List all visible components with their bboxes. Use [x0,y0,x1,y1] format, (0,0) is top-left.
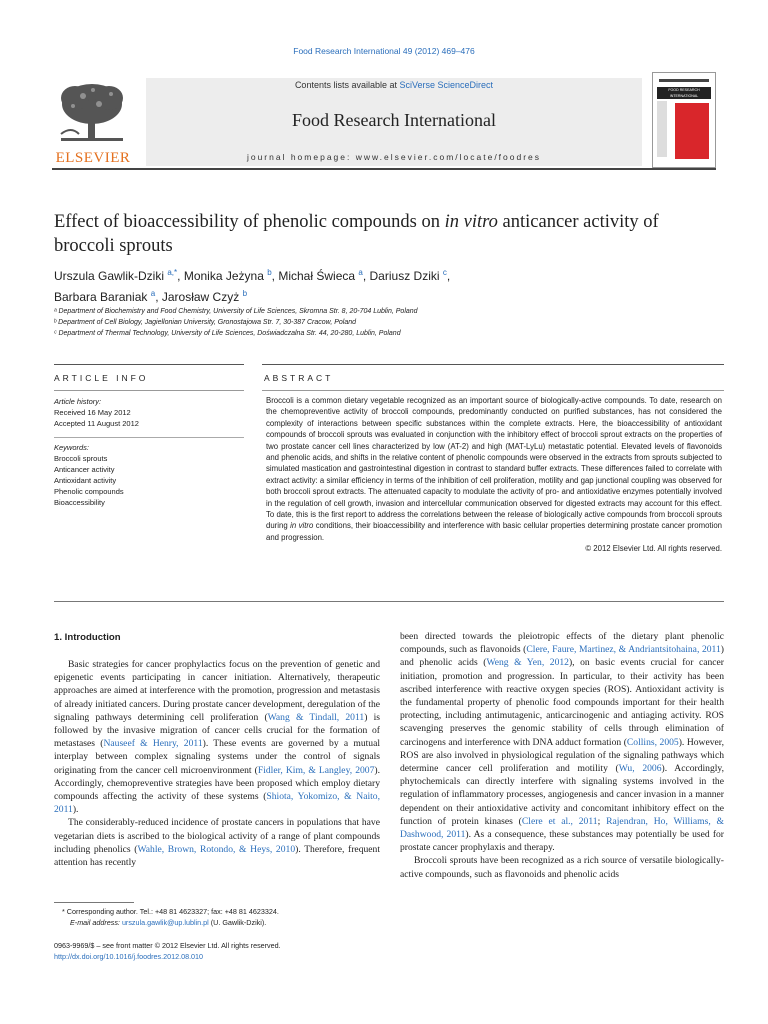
author-name: Jarosław Czyż [161,290,240,304]
keyword: Anticancer activity [54,465,115,474]
keywords-label: Keywords: [54,443,90,452]
author-sup[interactable]: b [242,289,248,298]
corresponding-author: * Corresponding author. Tel.: +48 81 4623327; fax: +48 81 4623324. [62,907,279,916]
elsevier-wordmark: ELSEVIER [55,150,131,166]
section-heading-introduction: 1. Introduction [54,632,121,643]
affiliation: ᵇ Department of Cell Biology, Jagiellonian University, Gronostajowa Str. 7, 30-387 Cracow, Poland [54,319,357,326]
doi-link[interactable]: http://dx.doi.org/10.1016/j.foodres.2012.08.010 [54,952,204,961]
author-sup[interactable]: b [267,268,272,277]
citation-link[interactable]: Rajendran, Ho, Williams, & Dashwood, 2011 [400,815,724,841]
sciencedirect-link[interactable]: SciVerse ScienceDirect [399,80,494,90]
journal-homepage[interactable]: journal homepage: www.elsevier.com/locate/foodres [246,152,542,162]
citation-link[interactable]: Clere et al., 2011 [521,815,598,827]
paragraph: Broccoli sprouts have been recognized as a rich source of versatile biologically-active compounds, such as flavonoids and phenolic acids [400,855,724,880]
info-top-rule [54,364,244,365]
abstract-bottom-rule [54,601,724,602]
abstract-sub-rule [262,390,724,391]
keywords [54,442,244,508]
citation-link[interactable]: Weng & Yen, 2012 [486,657,569,669]
author-name: Monika Jeżyna [183,269,264,283]
front-matter [54,940,454,962]
history-label: Article history: [54,397,102,406]
cover-red-block [675,103,709,159]
paragraph: The considerably-reduced incidence of prostate cancers in populations that have vegetarian diets is ascribed to the biological activity of a range of plant compounds including phenolics (Wahle, Brown, Rotondo, & Heys, 2010). Therefore, frequent attention has recently [54,817,381,869]
author-name: Michał Świeca [278,269,356,283]
author-sup[interactable]: a,* [167,268,178,277]
cover-band [659,79,709,82]
citation-link[interactable]: Shiota, Yokomizo, & Naito, 2011 [54,791,380,816]
author-name: Urszula Gawlik-Dziki [54,269,165,283]
author-sup[interactable]: a [358,268,363,277]
citation-link[interactable]: Nauseef & Henry, 2011 [103,738,203,750]
abstract-heading: ABSTRACT [264,373,334,383]
contents-line: Contents lists available at SciVerse ScienceDirect [294,80,494,90]
affiliation: ᶜ Department of Thermal Technology, University of Life Sciences, Doświadczalna Str. 44, 20-280, Lublin, Poland [54,330,401,337]
cover-title-bar [657,87,711,99]
keyword: Bioaccessibility [54,498,105,507]
citation-link[interactable]: Wahle, Brown, Rotondo, & Heys, 2010 [137,843,296,855]
keyword: Antioxidant activity [54,476,117,485]
paragraph: Basic strategies for cancer prophylactics focus on the prevention of genetic and epigenetic events participating in cancer initiation. Alternatively, therapeutic approaches are aimed at interference with the promotion, progression and metastasis of already initiated cancers. During prostate cancer development, deregulation of the signaling pathways determining cell proliferation (Wang & Tindall, 2011) is followed by the invasive migration of cancer cells crucial for the formation of metastases (Nauseef & Henry, 2011). These events are governed by a mutual interplay between complex signaling systems under the control of signals originating from the cancer cell microenvironment (Fidler, Kim, & Langley, 2007). Accordingly, chemopreventive strategies have been proposed which employ dietary compounds affecting the activity of these systems (Shiota, Yokomizo, & Naito, 2011). [54,659,381,816]
cover-title-line2: INTERNATIONAL [669,94,699,98]
paragraph: been directed towards the pleiotropic effects of the dietary plant phenolic compounds, such as flavonoids (Clere, Faure, Martinez, & Andriantsitohaina, 2011) and phenolic acids (Weng & Yen, 2012), on basic events crucial for cancer initiation, promotion and progression. In particular, to their activity has been ascribed interference with reactive oxygen species (ROS). Antioxidant activity is the fundamental property of phenolic food compounds important for their health protecting, including antimutagenic, anticarcinogenic and antiaging activity. ROS scavenging preserves the genomic stability of cells through elimination of carcinogens and interference with DNA adduct formation (Collins, 2005). However, ROS are also involved in physiological regulation of the signaling pathways which determine cancer cell proliferation and motility (Wu, 2006). Accordingly, phytochemicals can directly interfere with signaling systems involved in the regulation of inflammatory processes, angiogenesis and cancer invasion in a manner dependent on their antioxidative activity and concomitant inhibitory effect on the function of protein kinases (Clere et al., 2011; Rajendran, Ho, Williams, & Dashwood, 2011). As a consequence, these substances may potentially be used for prostate cancer prophylaxis and therapy. [400,631,725,854]
footnote-rule [54,902,134,903]
email-suffix: (U. Gawlik-Dziki). [208,918,267,927]
cover-sidebar [657,101,667,157]
accepted-date: Accepted 11 August 2012 [54,419,139,428]
affiliation: ᵃ Department of Biochemistry and Food Chemistry, University of Life Sciences, Skromna Str. 8, 20-704 Lublin, Poland [54,308,418,315]
author-sup[interactable]: a [150,289,156,298]
footnote-corresponding [62,906,392,928]
article-title: Effect of bioaccessibility of phenolic compounds on in vitro anticancer activity of broccoli sprouts [54,212,659,256]
abstract-top-rule [262,364,724,365]
author-name: Barbara Baraniak [54,290,148,304]
citation-link[interactable]: Wu, 2006 [618,763,662,775]
journal-citation[interactable]: Food Research International 49 (2012) 469–476 [293,46,475,56]
copyright: © 2012 Elsevier Ltd. All rights reserved. [585,544,722,554]
keyword: Phenolic compounds [54,487,124,496]
journal-cover-thumbnail [652,72,716,168]
author-sup[interactable]: c [442,268,447,277]
intro-left-column [54,658,380,869]
author-list: Urszula Gawlik-Dziki $^{a,*}$, Monika Jeżyna $^b$, Michał Świeca $^a$, Dariusz Dziki $^c$, Barbara Baraniak $^a$, Jarosław Czyż $^b$ [54,268,451,304]
received-date: Received 16 May 2012 [54,408,131,417]
author-name: Dariusz Dziki [369,269,440,283]
abstract-body: Broccoli is a common dietary vegetable recognized as an important source of biologically-active compounds. To date, research on the chemopreventive activity of broccoli compounds, predominantly conducted on purified substances, has not considered the complexity of interactions between specific substances within the complete extracts. Here, the bioaccessibility of antioxidant compounds of broccoli sprouts was evaluated in conjunction with the inhibitory effect of broccoli sprout extracts on the properties of two prostate cancer cell lines characterized by low (AT-2) and high (MAT-LyLu) metastatic potential. Elevated levels of flavonoids and phenolic acids, and shifts in the relative content of phenolic compounds were observed in the extracts from sprouts subjected to simulated mastication and gastrointestinal digestion in contrast to standard buffer extracts. These differences failed to correlate with extract activity: a similar efficiency in terms of the inhibition of cell proliferation, motility and gap junctional coupling was observed for both broccoli sprout extracts. The attenuated capacity to modulate the activity of pro- and antioxidative enzymes potentially involved in the regulation of cell growth, invasion and intercellular communication observed for digested extracts may account for this effect. To date, this is the first report to address the correlations between the release of biologically active compounds from broccoli sprouts during in vitro conditions, their bioaccessibility and interference with basic cellular properties determining prostate cancer promotion and progression. © 2012 Elsevier Ltd. All rights reserved. [266,396,722,554]
citation-link[interactable]: Fidler, Kim, & Langley, 2007 [257,764,375,776]
issn-line: 0963-9969/$ – see front matter © 2012 Elsevier Ltd. All rights reserved. [54,941,281,950]
article-history [54,396,244,429]
info-mid-rule [54,437,244,438]
intro-right-column [400,630,724,881]
cover-title-line1: FOOD RESEARCH [668,88,700,92]
author-email-link[interactable]: urszula.gawlik@up.lublin.pl [121,918,209,927]
affiliations [54,306,714,339]
email-label: E-mail address: [70,918,122,927]
citation-link[interactable]: Collins, 2005 [626,736,679,748]
info-sub-rule [54,390,244,391]
keyword: Broccoli sprouts [54,454,108,463]
citation-link[interactable]: Wang & Tindall, 2011 [267,711,365,723]
article-info-heading: ARTICLE INFO [54,373,149,383]
journal-name: Food Research International [292,110,496,130]
citation-link[interactable]: Clere, Faure, Martinez, & Andriantsitohaina, 2011 [526,644,721,656]
